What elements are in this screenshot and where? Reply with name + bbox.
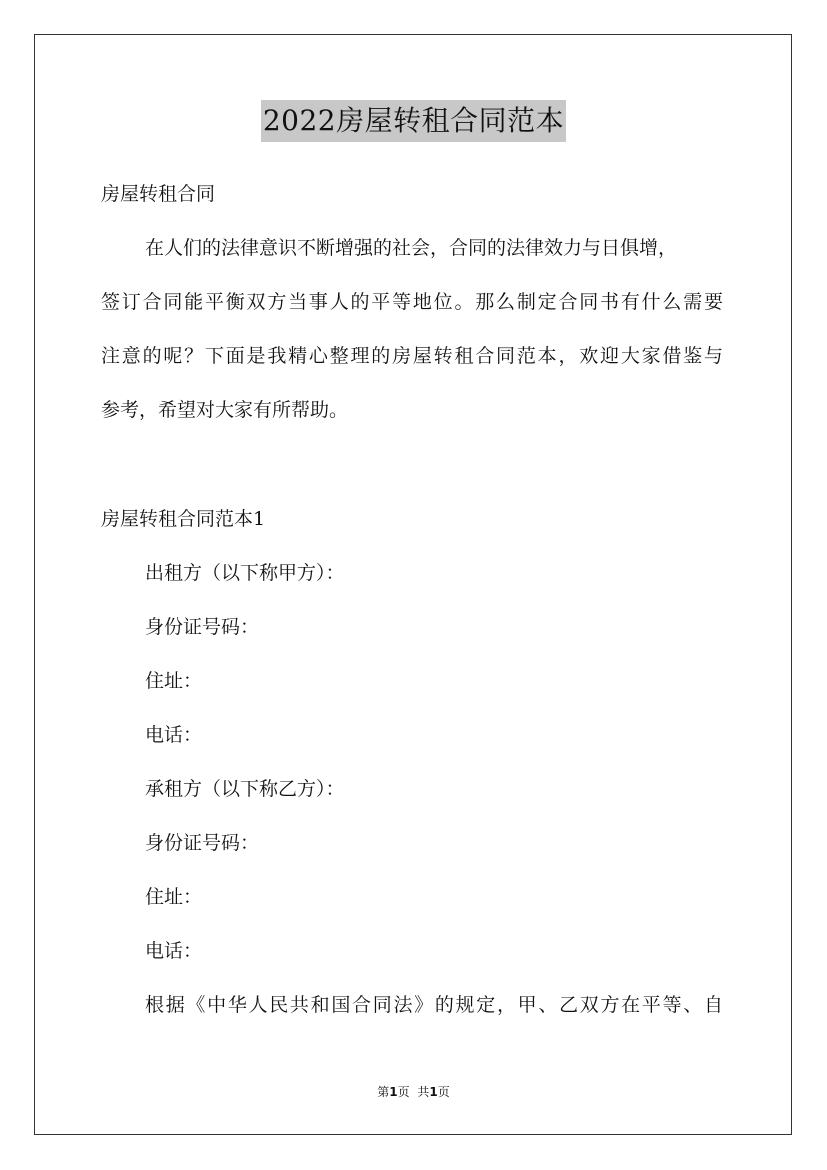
field-lessee: 承租方（以下称乙方）： [145, 778, 345, 800]
field-lessee-id: 身份证号码： [145, 832, 260, 854]
footer-page-total: 1 [429, 1085, 438, 1099]
field-lessee-phone: 电话： [145, 940, 203, 962]
footer-page-current: 1 [389, 1085, 398, 1099]
footer-page-label: 页 [397, 1085, 410, 1099]
page-footer [0, 1084, 827, 1100]
section-heading: 房屋转租合同 [101, 183, 216, 205]
footer-total-prefix: 共 [417, 1085, 430, 1099]
sample-heading: 房屋转租合同范本1 [101, 508, 266, 530]
intro-line-3: 注意的呢？下面是我精心整理的房屋转租合同范本，欢迎大家借鉴与 [101, 345, 723, 367]
contract-basis-line: 根据《中华人民共和国合同法》的规定，甲、乙双方在平等、自 [145, 994, 723, 1016]
title-container [0, 100, 827, 142]
field-lessor: 出租方（以下称甲方）： [145, 562, 345, 584]
field-lessor-id: 身份证号码： [145, 616, 260, 638]
field-lessor-phone: 电话： [145, 724, 203, 746]
footer-page-prefix: 第 [377, 1085, 390, 1099]
field-lessee-address: 住址： [145, 886, 203, 908]
document-title: 2022房屋转租合同范本 [261, 100, 566, 142]
intro-line-1: 在人们的法律意识不断增强的社会，合同的法律效力与日俱增， [145, 237, 678, 259]
intro-line-2: 签订合同能平衡双方当事人的平等地位。那么制定合同书有什么需要 [101, 291, 723, 313]
footer-total-label: 页 [437, 1085, 450, 1099]
intro-line-4: 参考，希望对大家有所帮助。 [101, 399, 349, 421]
field-lessor-address: 住址： [145, 670, 203, 692]
